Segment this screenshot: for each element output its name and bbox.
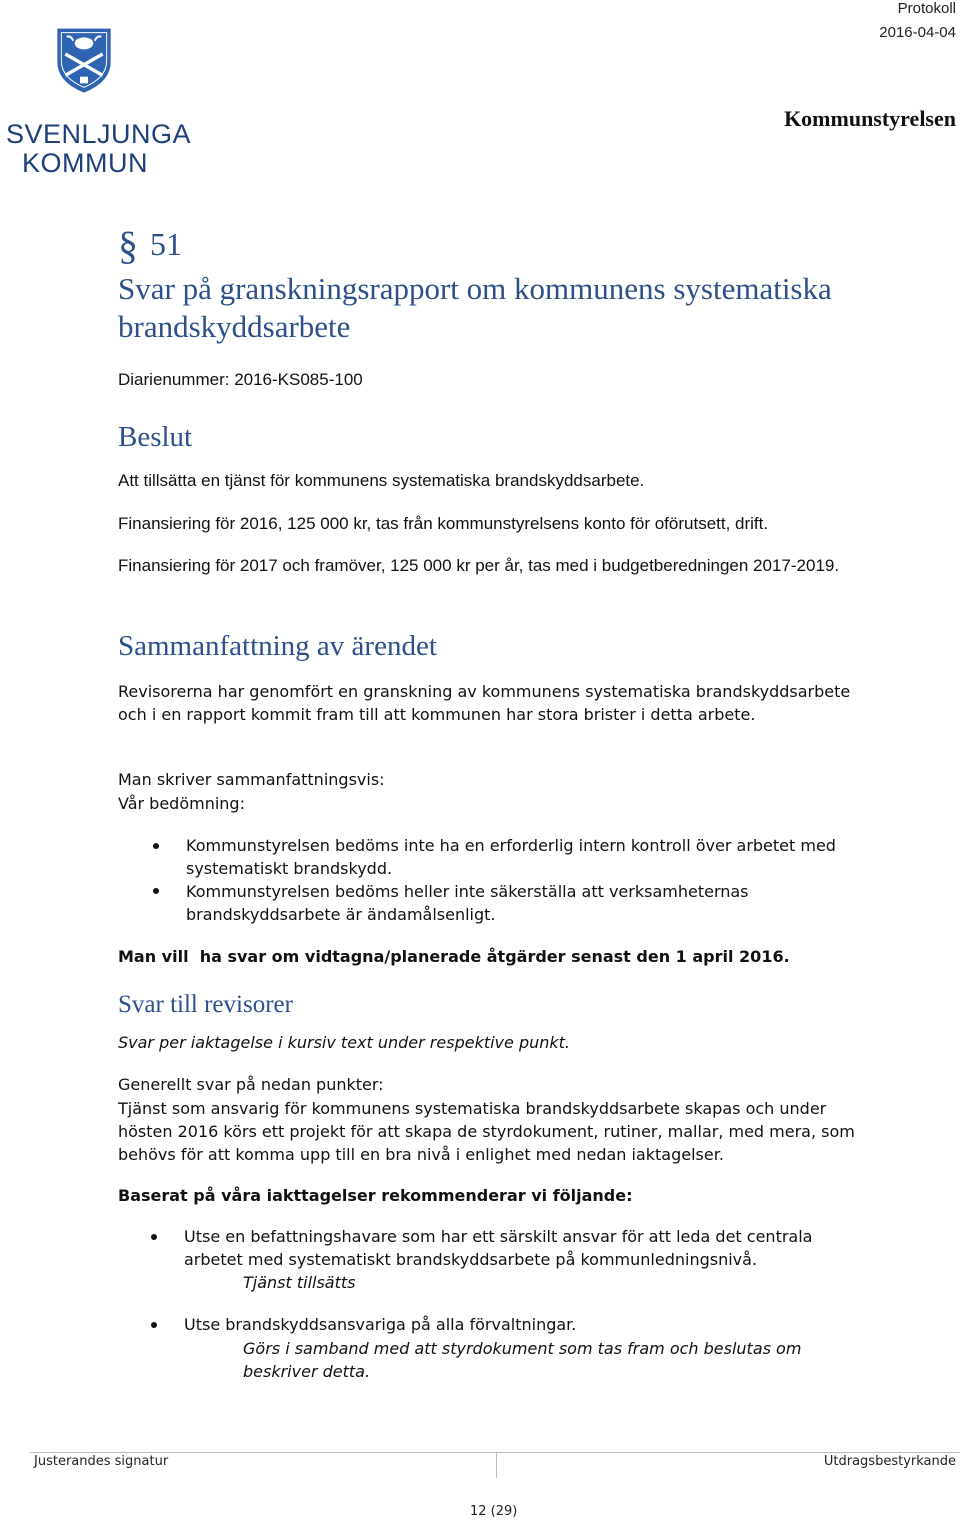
decision-heading: Beslut (118, 421, 193, 453)
case-number: Diarienummer: 2016-KS085-100 (118, 370, 363, 389)
logo-line2: KOMMUN (22, 148, 148, 178)
paragraph-mark: § (118, 223, 138, 268)
logo-line1: SVENLJUNGA (6, 119, 192, 149)
municipality-crest-icon (4, 26, 164, 126)
bullet-dot (151, 1322, 157, 1328)
recommend-label: Baserat på våra iakttagelser rekommenderar vi följande: (118, 1186, 633, 1205)
section-number-line (118, 223, 182, 268)
general-reply-text: Tjänst som ansvarig för kommunens systematiska brandskyddsarbete skapas och under hösten 2016 körs ett projekt för att skapa de styrdokument, rutiner, mallar, med mera, som behövs för att komma upp till en bra nivå i enlighet med nedan iaktagelser. (118, 1099, 855, 1164)
answer-2: Görs i samband med att styrdokument som tas fram och beslutas om beskriver detta. (243, 1339, 802, 1381)
logo-wordmark (6, 120, 191, 178)
section-number: 51 (150, 226, 182, 262)
recommendation-1: Utse en befattningshavare som har ett särskilt ansvar för att leda det centrala arbetet med systematiskt brandskyddsarbete på kommunledningsnivå. (184, 1227, 813, 1269)
footer-certification-label: Utdragsbestyrkande (823, 1454, 956, 1469)
section-title: Svar på granskningsrapport om kommunens systematiska brandskyddsarbete (118, 271, 832, 344)
summary-intro: Revisorerna har genomfört en granskning av kommunens systematiska brandskyddsarbete och i en rapport kommit fram till att kommunen har stora brister i detta arbete. (118, 682, 851, 724)
bullet-dot (151, 1234, 157, 1240)
decision-line-3: Finansiering för 2017 och framöver, 125 000 kr per år, tas med i budgetberedningen 2017-2019. (118, 556, 840, 575)
answer-1: Tjänst tillsätts (243, 1273, 356, 1292)
bullet-dot (153, 843, 159, 849)
reply-deadline: Man vill ha svar om vidtagna/planerade åtgärder senast den 1 april 2016. (118, 947, 790, 966)
doc-type: Protokoll (897, 0, 956, 17)
assessment-bullet-2: Kommunstyrelsen bedöms heller inte säkerställa att verksamheternas brandskyddsarbete är ändamålsenligt. (186, 882, 749, 924)
decision-line-2: Finansiering för 2016, 125 000 kr, tas från kommunstyrelsens konto för oförutsett, drift. (118, 514, 769, 533)
footer-separator (496, 1452, 497, 1478)
reply-heading: Svar till revisorer (118, 991, 293, 1018)
footer-divider (30, 1452, 960, 1453)
summary-heading: Sammanfattning av ärendet (118, 630, 437, 662)
assessment-label: Vår bedömning: (118, 794, 245, 813)
general-reply-label: Generellt svar på nedan punkter: (118, 1075, 384, 1094)
page-number: 12 (29) (470, 1504, 518, 1519)
recommendation-2: Utse brandskyddsansvariga på alla förvaltningar. (184, 1315, 577, 1334)
bullet-dot (153, 888, 159, 894)
board-name: Kommunstyrelsen (784, 106, 956, 131)
doc-date: 2016-04-04 (879, 24, 956, 41)
decision-line-1: Att tillsätta en tjänst för kommunens systematiska brandskyddsarbete. (118, 471, 645, 490)
assessment-bullet-1: Kommunstyrelsen bedöms inte ha en erforderlig intern kontroll över arbetet med systematiskt brandskydd. (186, 836, 836, 878)
footer-signature-label: Justerandes signatur (34, 1454, 169, 1469)
reply-instruction: Svar per iaktagelse i kursiv text under respektive punkt. (118, 1033, 571, 1052)
summary-line: Man skriver sammanfattningsvis: (118, 770, 385, 789)
